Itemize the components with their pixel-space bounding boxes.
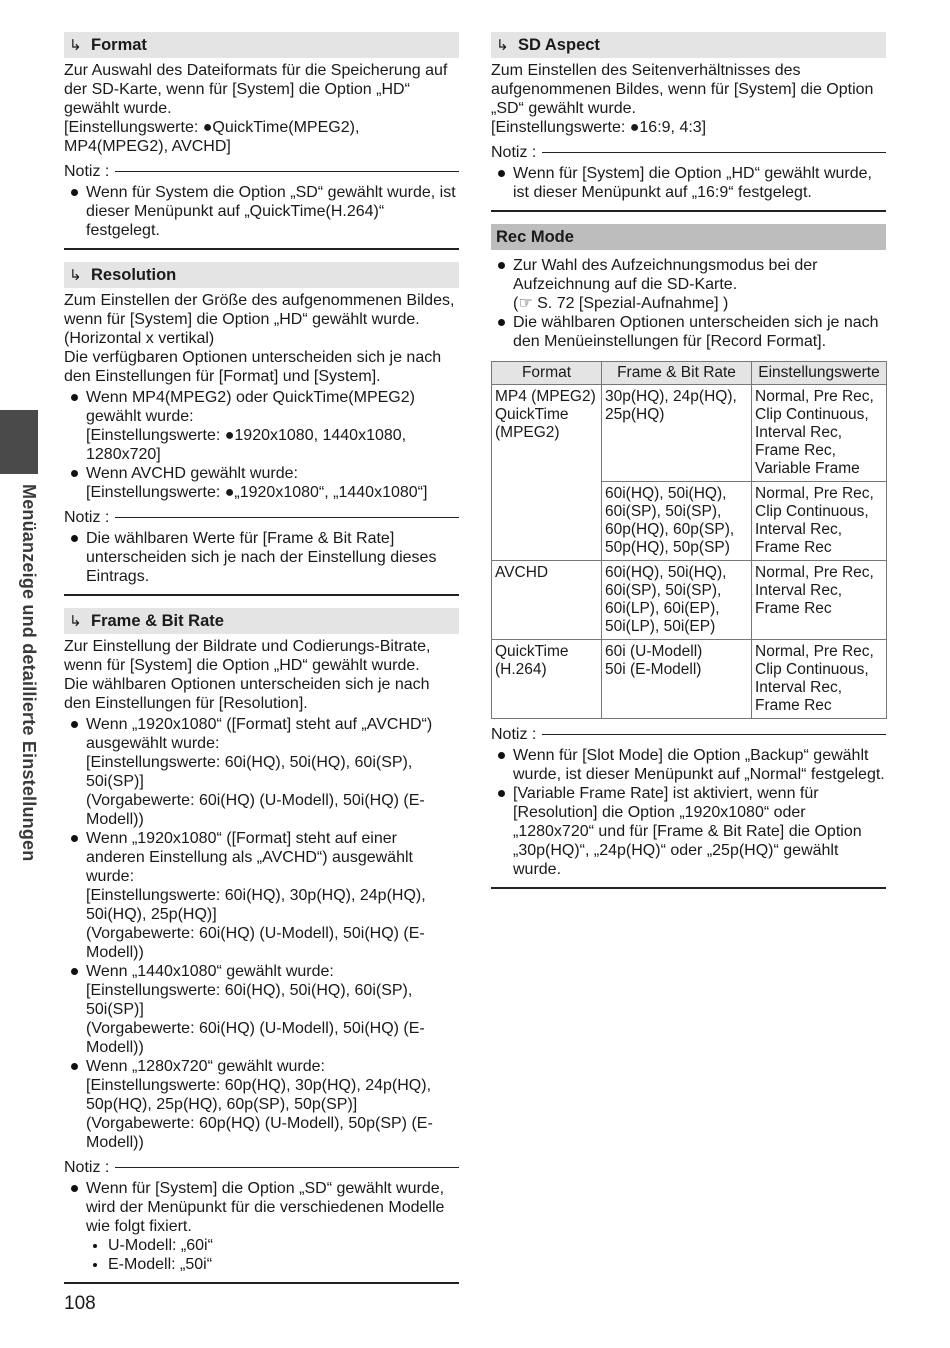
format-description: Zur Auswahl des Dateiformats für die Speicherung auf der SD-Karte, wenn für [System] die Option „HD“ gewählt wurde.	[64, 62, 448, 117]
notiz-rule	[115, 171, 459, 172]
sd-aspect-notes	[491, 164, 886, 202]
frame-notiz: Notiz :	[64, 1158, 459, 1177]
sd-aspect-notiz: Notiz :	[491, 143, 886, 162]
format-values: [Einstellungswerte: ●QuickTime(MPEG2), MP4(MPEG2), AVCHD]	[64, 119, 360, 155]
bullet-icon	[71, 189, 78, 196]
sd-aspect-values: [Einstellungswerte: ●16:9, 4:3]	[491, 119, 707, 136]
table-row	[492, 561, 887, 640]
table-cell: Normal, Pre Rec, Clip Continuous, Interval Rec, Frame Rec	[752, 640, 887, 719]
notiz-rule	[542, 152, 886, 153]
list-item: Wenn „1440x1080“ gewählt wurde: [Einstellungswerte: 60i(HQ), 50i(HQ), 60i(SP), 50i(SP)] (Vorgabewerte: 60i(HQ) (U-Modell), 50i(HQ) (E-Modell))	[64, 962, 459, 1057]
list-item: Wenn „1280x720“ gewählt wurde: [Einstellungswerte: 60p(HQ), 30p(HQ), 24p(HQ), 50p(HQ), 25p(HQ), 60p(SP), 50p(SP)] (Vorgabewerte: 60p(HQ) (U-Modell), 50p(SP) (E-Modell))	[64, 1057, 459, 1152]
bullet-icon	[71, 968, 78, 975]
format-notes	[64, 183, 459, 240]
table-row	[492, 385, 887, 482]
format-heading: ↳ Format	[64, 32, 459, 58]
notiz-rule	[542, 734, 886, 735]
table-header: Einstellungswerte	[752, 362, 887, 385]
table-header: Format	[492, 362, 602, 385]
table-cell: QuickTime (H.264)	[492, 640, 602, 719]
list-item: E-Modell: „50i“	[86, 1255, 459, 1274]
submenu-arrow-icon: ↳	[69, 37, 82, 54]
small-bullet-icon	[93, 1263, 97, 1267]
resolution-bullets	[64, 388, 459, 502]
sd-aspect-heading: ↳ SD Aspect	[491, 32, 886, 58]
list-item: Die wählbaren Werte für [Frame & Bit Rate] unterscheiden sich je nach der Einstellung dieses Eintrags.	[64, 529, 459, 586]
table-cell: 60i(HQ), 50i(HQ), 60i(SP), 50i(SP), 60i(LP), 60i(EP), 50i(LP), 50i(EP)	[602, 561, 752, 640]
bullet-icon	[71, 535, 78, 542]
bullet-icon	[71, 721, 78, 728]
frame-notes	[64, 1179, 459, 1274]
list-item: Wenn MP4(MPEG2) oder QuickTime(MPEG2) gewählt wurde: [Einstellungswerte: ●1920x1080, 1440x1080, 1280x720]	[64, 388, 459, 464]
format-notiz: Notiz :	[64, 162, 459, 181]
rec-mode-notiz: Notiz :	[491, 725, 886, 744]
submenu-arrow-icon: ↳	[496, 37, 509, 54]
bullet-icon	[498, 752, 505, 759]
default-marker-icon: ●	[629, 119, 640, 136]
resolution-heading: ↳ Resolution	[64, 262, 459, 288]
notiz-rule	[115, 1167, 459, 1168]
section-divider	[64, 1282, 459, 1284]
list-item: Wenn „1920x1080“ ([Format] steht auf einer anderen Einstellung als „AVCHD“) ausgewählt wurde: [Einstellungswerte: 60i(HQ), 30p(HQ), 24p(HQ), 50i(HQ), 25p(HQ)] (Vorgabewerte: 60i(HQ) (U-Modell), 50i(HQ) (E-Modell))	[64, 829, 459, 962]
page-number: 108	[64, 1293, 96, 1314]
side-tab-marker	[0, 410, 38, 474]
table-cell: Normal, Pre Rec, Interval Rec, Frame Rec	[752, 561, 887, 640]
list-item: Wenn für [System] die Option „SD“ gewählt wurde, wird der Menüpunkt für die verschiedenen Modelle wie folgt fixiert. U-Modell: „60i“ E-Modell: „50i“	[64, 1179, 459, 1274]
frame-description-2: Die wählbaren Optionen unterscheiden sich je nach den Einstellungen für [Resolution].	[64, 676, 430, 712]
table-cell: AVCHD	[492, 561, 602, 640]
table-cell: MP4 (MPEG2) QuickTime (MPEG2)	[492, 385, 602, 561]
small-bullet-icon	[93, 1244, 97, 1248]
list-item: [Variable Frame Rate] ist aktiviert, wenn für [Resolution] die Option „1920x1080“ oder „1280x720“ und für [Frame & Bit Rate] die Option „30p(HQ)“, „24p(HQ)“ oder „25p(HQ)“ gewählt wurde.	[491, 784, 886, 879]
list-item: Wenn für System die Option „SD“ gewählt wurde, ist dieser Menüpunkt auf „QuickTime(H.264)“ festgelegt.	[64, 183, 459, 240]
list-item: Wenn für [System] die Option „HD“ gewählt wurde, ist dieser Menüpunkt auf „16:9“ festgelegt.	[491, 164, 886, 202]
table-cell: 60i (U-Modell) 50i (E-Modell)	[602, 640, 752, 719]
table-header: Frame & Bit Rate	[602, 362, 752, 385]
frame-bullets	[64, 715, 459, 1152]
section-divider	[64, 594, 459, 596]
rec-mode-table	[491, 361, 887, 719]
model-sub-list	[86, 1236, 459, 1274]
rec-mode-heading: Rec Mode	[491, 224, 886, 250]
list-item: Wenn für [Slot Mode] die Option „Backup“ gewählt wurde, ist dieser Menüpunkt auf „Normal“ festgelegt.	[491, 746, 886, 784]
section-divider	[491, 210, 886, 212]
sd-aspect-description: Zum Einstellen des Seitenverhältnisses des aufgenommenen Bildes, wenn für [System] die Option „SD“ gewählt wurde.	[491, 62, 874, 117]
default-marker-icon: ●	[224, 484, 235, 501]
bullet-icon	[71, 1063, 78, 1070]
list-item: Die wählbaren Optionen unterscheiden sich je nach den Menüeinstellungen für [Record Format].	[491, 313, 886, 351]
frame-description: Zur Einstellung der Bildrate und Codierungs-Bitrate, wenn für [System] die Option „HD“ gewählt wurde.	[64, 638, 431, 674]
table-cell: Normal, Pre Rec, Clip Continuous, Interval Rec, Frame Rec, Variable Frame	[752, 385, 887, 482]
resolution-description-2: Die verfügbaren Optionen unterscheiden sich je nach den Einstellungen für [Format] und [System].	[64, 349, 442, 385]
bullet-icon	[498, 170, 505, 177]
notiz-rule	[115, 517, 459, 518]
list-item: Zur Wahl des Aufzeichnungsmodus bei der Aufzeichnung auf die SD-Karte. (☞ S. 72 [Spezial-Aufnahme] )	[491, 256, 886, 313]
bullet-icon	[498, 319, 505, 326]
resolution-notiz: Notiz :	[64, 508, 459, 527]
bullet-icon	[71, 1185, 78, 1192]
table-row	[492, 640, 887, 719]
table-cell: Normal, Pre Rec, Clip Continuous, Interval Rec, Frame Rec	[752, 482, 887, 561]
list-item: U-Modell: „60i“	[86, 1236, 459, 1255]
bullet-icon	[71, 470, 78, 477]
rec-mode-notes	[491, 746, 886, 879]
table-cell: 60i(HQ), 50i(HQ), 60i(SP), 50i(SP), 60p(HQ), 60p(SP), 50p(HQ), 50p(SP)	[602, 482, 752, 561]
table-cell: 30p(HQ), 24p(HQ), 25p(HQ)	[602, 385, 752, 482]
submenu-arrow-icon: ↳	[69, 613, 82, 630]
reference-pointer-icon: ☞	[518, 295, 533, 312]
right-column	[491, 32, 886, 889]
side-chapter-label: Menüanzeige und detaillierte Einstellungen	[19, 484, 39, 862]
section-divider	[64, 248, 459, 250]
frame-bit-rate-heading: ↳ Frame & Bit Rate	[64, 608, 459, 634]
bullet-icon	[71, 835, 78, 842]
resolution-description: Zum Einstellen der Größe des aufgenommenen Bildes, wenn für [System] die Option „HD“ gewählt wurde. (Horizontal x vertikal)	[64, 292, 455, 347]
default-marker-icon: ●	[224, 427, 235, 444]
list-item: Wenn „1920x1080“ ([Format] steht auf „AVCHD“) ausgewählt wurde: [Einstellungswerte: 60i(HQ), 50i(HQ), 60i(SP), 50i(SP)] (Vorgabewerte: 60i(HQ) (U-Modell), 50i(HQ) (E-Modell))	[64, 715, 459, 829]
bullet-icon	[498, 262, 505, 269]
table-header-row	[492, 362, 887, 385]
left-column	[64, 32, 459, 1284]
bullet-icon	[71, 394, 78, 401]
rec-mode-bullets	[491, 256, 886, 351]
submenu-arrow-icon: ↳	[69, 267, 82, 284]
section-divider	[491, 887, 886, 889]
default-marker-icon: ●	[202, 119, 213, 136]
list-item: Wenn AVCHD gewählt wurde: [Einstellungswerte: ●„1920x1080“, „1440x1080“]	[64, 464, 459, 502]
bullet-icon	[498, 790, 505, 797]
resolution-notes	[64, 529, 459, 586]
